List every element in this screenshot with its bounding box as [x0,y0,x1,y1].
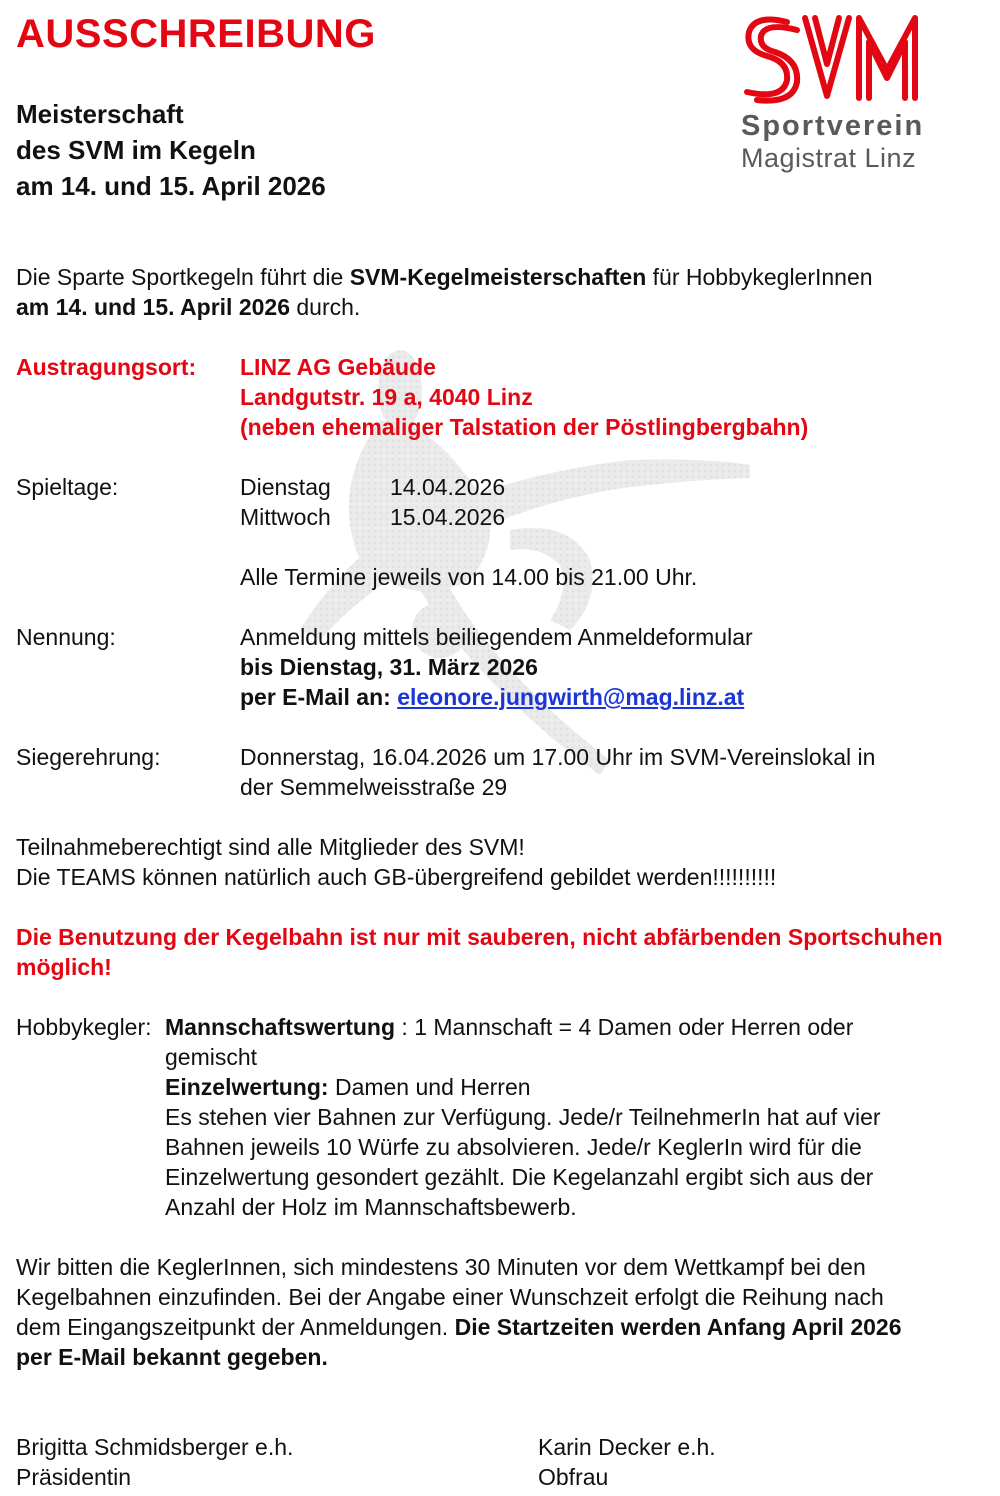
warning-line: Die Benutzung der Kegelbahn ist nur mit sauberen, nicht abfärbenden Sportschuhen [16,924,943,950]
registration-line: Anmeldung mittels beiliegendem Anmeldeformular [240,624,753,650]
venue-line: LINZ AG Gebäude [240,354,436,380]
signature-chair [538,1432,716,1492]
venue-line: Landgutstr. 19 a, 4040 Linz [240,384,533,410]
logo-line-magistrat: Magistrat Linz [741,143,917,173]
subtitle-line: des SVM im Kegeln [16,135,256,165]
venue-details [240,352,808,442]
intro-text: durch. [290,294,361,320]
hobby-desc-line: Anzahl der Holz im Mannschaftsbewerb. [165,1194,577,1220]
closing-line: Kegelbahnen einzufinden. Bei der Angabe einer Wunschzeit erfolgt die Reihung nach [16,1284,884,1310]
intro-bold-event: SVM-Kegelmeisterschaften [349,264,647,290]
intro-text: Die Sparte Sportkegeln führt die [16,264,350,290]
signature-role: Obfrau [538,1464,609,1490]
intro-text: für HobbykeglerInnen [646,264,873,290]
signature-president [16,1432,293,1492]
single-rating-label: Einzelwertung: [165,1074,329,1100]
ceremony-details [240,742,875,802]
registration-details [240,622,753,712]
eligibility-line: Die TEAMS können natürlich auch GB-übergreifend gebildet werden!!!!!!!!!! [16,864,777,890]
playday-date: 14.04.2026 [390,474,506,500]
registration-label: Nennung: [16,624,116,650]
signature-name: Brigitta Schmidsberger e.h. [16,1434,294,1460]
ceremony-line: der Semmelweisstraße 29 [240,774,508,800]
signature-role: Präsidentin [16,1464,132,1490]
closing-line: dem Eingangszeitpunkt der Anmeldungen. [16,1314,455,1340]
registration-email-prefix: per E-Mail an: [240,684,398,710]
hobby-desc-line: Es stehen vier Bahnen zur Verfügung. Jede/r TeilnehmerIn hat auf vier [165,1104,881,1130]
registration-email-link[interactable]: eleonore.jungwirth@mag.linz.at [397,684,745,710]
closing-bold: per E-Mail bekannt gegeben. [16,1344,328,1370]
ceremony-label: Siegerehrung: [16,744,161,770]
svm-logo-mark [735,8,935,108]
page-title: AUSSCHREIBUNG [16,12,376,56]
svm-logo [735,8,955,174]
hobby-desc-line: Einzelwertung gesondert gezählt. Die Kegelanzahl ergibt sich aus der [165,1164,874,1190]
eligibility-paragraph [16,832,976,892]
shoe-warning [16,922,976,982]
subtitle-line: am 14. und 15. April 2026 [16,171,326,201]
closing-bold: Die Startzeiten werden Anfang April 2026 [454,1314,902,1340]
team-rating-text: : 1 Mannschaft = 4 Damen oder Herren oder [395,1014,854,1040]
signature-name: Karin Decker e.h. [538,1434,716,1460]
venue-label: Austragungsort: [16,354,197,380]
intro-bold-dates: am 14. und 15. April 2026 [16,294,290,320]
hobby-desc-line: Bahnen jeweils 10 Würfe zu absolvieren. Jede/r KeglerIn wird für die [165,1134,862,1160]
playday-date: 15.04.2026 [390,504,506,530]
logo-line-sportverein: Sportverein [741,110,925,142]
subtitle-line: Meisterschaft [16,99,184,129]
hobby-details [165,1012,881,1222]
team-rating-text: gemischt [165,1044,258,1070]
playdays-times: Alle Termine jeweils von 14.00 bis 21.00 Uhr. [240,564,698,590]
hobby-label: Hobbykegler: [16,1014,152,1040]
single-rating-text: Damen und Herren [328,1074,531,1100]
warning-line: möglich! [16,954,112,980]
ceremony-line: Donnerstag, 16.04.2026 um 17.00 Uhr im SVM-Vereinslokal in [240,744,876,770]
playdays-label: Spieltage: [16,474,119,500]
registration-deadline: bis Dienstag, 31. März 2026 [240,654,538,680]
eligibility-line: Teilnahmeberechtigt sind alle Mitglieder des SVM! [16,834,525,860]
venue-line: (neben ehemaliger Talstation der Pöstlingbergbahn) [240,414,809,440]
playday-name: Mittwoch [240,504,331,530]
playday-name: Dienstag [240,474,331,500]
closing-line: Wir bitten die KeglerInnen, sich mindestens 30 Minuten vor dem Wettkampf bei den [16,1254,866,1280]
subtitle [16,96,326,204]
closing-paragraph [16,1252,976,1372]
team-rating-label: Mannschaftswertung [165,1014,396,1040]
intro-paragraph [16,262,976,322]
